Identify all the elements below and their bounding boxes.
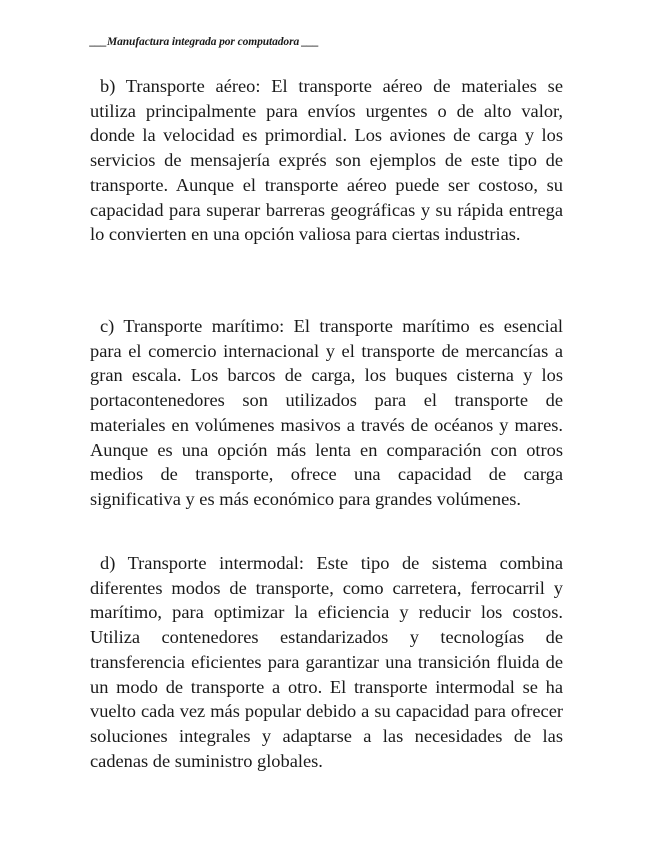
header-left-rule: ___ [90,36,107,48]
paragraph-intermodal-transport: d) Transporte intermodal: Este tipo de sistema combina diferentes modos de transporte, como carretera, ferrocarril y marítimo, para optimizar la eficiencia y reducir los costos. Utiliza contenedores estandarizados y tecnologías de transferencia eficientes para garantizar una transición fluida de un modo de transporte a otro. El transporte intermodal se ha vuelto cada vez más popular debido a su capacidad para ofrecer soluciones integrales y adaptarse a las necesidades de las cadenas de suministro globales. [90,553,563,771]
paragraph-maritime-transport: c) Transporte marítimo: El transporte marítimo es esencial para el comercio internacional y el transporte de mercancías a gran escala. Los barcos de carga, los buques cisterna y los portacontenedores son utilizados para el transporte de materiales en volúmenes masivos a través de océanos y mares. Aunque es una opción más lenta en comparación con otros medios de transporte, ofrece una capacidad de carga significativa y es más económico para grandes volúmenes. [90,316,563,509]
paragraph-air-transport: b) Transporte aéreo: El transporte aéreo de materiales se utiliza principalmente para envíos urgentes o de alto valor, donde la velocidad es primordial. Los aviones de carga y los servicios de mensajería exprés son ejemplos de este tipo de transporte. Aunque el transporte aéreo puede ser costoso, su capacidad para superar barreras geográficas y su rápida entrega lo convierten en una opción valiosa para ciertas industrias. [90,76,563,245]
header-right-rule: ___ [301,36,319,48]
running-header [90,36,319,48]
header-title: Manufactura integrada por computadora [106,36,300,48]
